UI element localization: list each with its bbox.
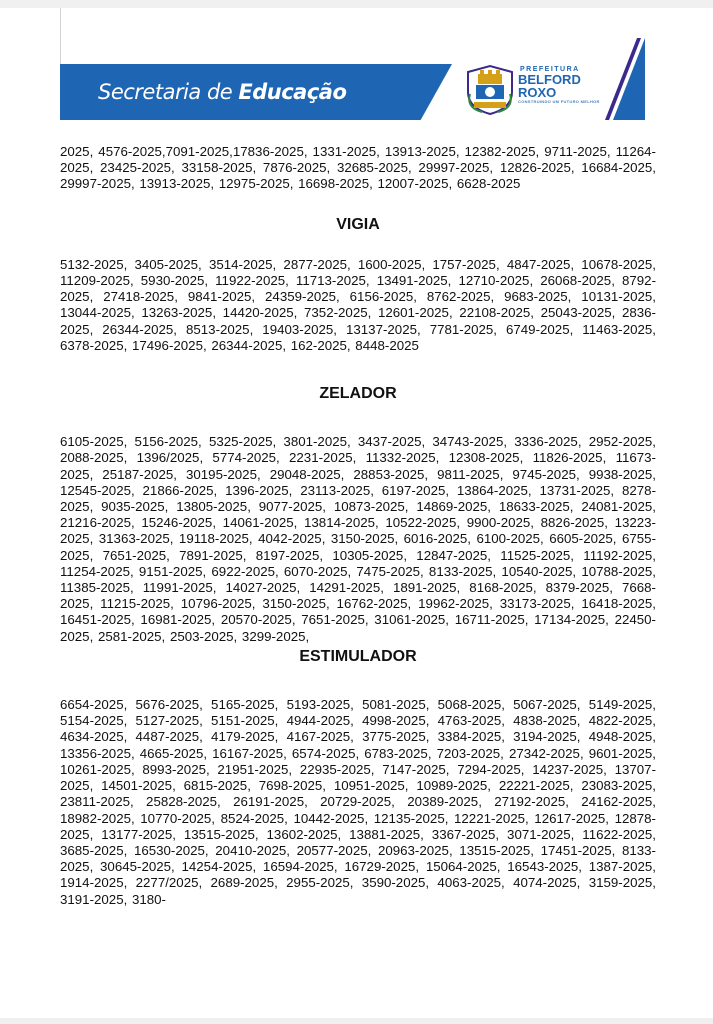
brand-line-3: ROXO (518, 85, 557, 100)
banner-title (98, 80, 346, 104)
zelador-paragraph: 6105-2025, 5156-2025, 5325-2025, 3801-2025, 3437-2025, 34743-2025, 3336-2025, 2952-2025, 2088-2025, 1396/2025, 5774-2025, 2231-2025, 11332-2025, 12308-2025, 11826-2025, 11673-2025, 25187-2025, 30195-2025, 29048-2025, 28853-2025, 9811-2025, 9745-2025, 9938-2025, 12545-2025, 21866-2025, 1396-2025, 23113-2025, 6197-2025, 13864-2025, 13731-2025, 8278-2025, 9035-2025, 13805-2025, 9077-2025, 10873-2025, 14869-2025, 18633-2025, 24081-2025, 21216-2025, 15246-2025, 14061-2025, 13814-2025, 10522-2025, 9900-2025, 8826-2025, 13223-2025, 31363-2025, 19118-2025, 4042-2025, 3150-2025, 6016-2025, 6100-2025, 6605-2025, 6755-2025, 7651-2025, 7891-2025, 8197-2025, 10305-2025, 12847-2025, 11525-2025, 11192-2025, 11254-2025, 9151-2025, 6922-2025, 6070-2025, 7475-2025, 8133-2025, 10540-2025, 10788-2025, 11385-2025, 11991-2025, 14027-2025, 14291-2025, 1891-2025, 8168-2025, 8379-2025, 7668-2025, 11215-2025, 10796-2025, 3150-2025, 16762-2025, 19962-2025, 33173-2025, 16418-2025, 16451-2025, 16981-2025, 20570-2025, 7651-2025, 31061-2025, 16711-2025, 17134-2025, 22450-2025, 2581-2025, 2503-2025, 3299-2025, (60, 434, 656, 644)
brand-line-2: BELFORD (518, 72, 581, 87)
banner-title-bold: Educação (238, 80, 347, 104)
brand-line-1: PREFEITURA (520, 66, 580, 73)
document-body (60, 144, 656, 908)
document-page (0, 8, 713, 1018)
decorative-slash-icon (585, 38, 645, 120)
header-frame-line (60, 8, 61, 64)
intro-paragraph: 2025, 4576-2025,7091-2025,17836-2025, 1331-2025, 13913-2025, 12382-2025, 9711-2025, 11264-2025, 23425-2025, 33158-2025, 7876-2025, 32685-2025, 29997-2025, 12826-2025, 16684-2025, 29997-2025, 13913-2025, 12975-2025, 16698-2025, 12007-2025, 6628-2025 (60, 144, 656, 192)
vigia-paragraph: 5132-2025, 3405-2025, 3514-2025, 2877-2025, 1600-2025, 1757-2025, 4847-2025, 10678-2025, 11209-2025, 5930-2025, 11922-2025, 11713-2025, 13491-2025, 12710-2025, 26068-2025, 8792-2025, 27418-2025, 9841-2025, 24359-2025, 6156-2025, 8762-2025, 9683-2025, 10131-2025, 13044-2025, 13263-2025, 14420-2025, 7352-2025, 12601-2025, 22108-2025, 25043-2025, 2836-2025, 26344-2025, 8513-2025, 19403-2025, 13137-2025, 7781-2025, 6749-2025, 11463-2025, 6378-2025, 17496-2025, 26344-2025, 162-2025, 8448-2025 (60, 256, 656, 353)
section-title-zelador: ZELADOR (319, 385, 397, 403)
section-title-vigia: VIGIA (336, 215, 380, 233)
section-title-estimulador: ESTIMULADOR (299, 647, 417, 665)
banner-title-regular: Secretaria de (98, 80, 239, 104)
city-seal-icon (462, 64, 518, 116)
brand-line-4: CONSTRUINDO UM FUTURO MELHOR (518, 99, 600, 104)
estimulador-paragraph: 6654-2025, 5676-2025, 5165-2025, 5193-2025, 5081-2025, 5068-2025, 5067-2025, 5149-2025, 5154-2025, 5127-2025, 5151-2025, 4944-2025, 4998-2025, 4763-2025, 4838-2025, 4822-2025, 4634-2025, 4487-2025, 4179-2025, 4167-2025, 3775-2025, 3384-2025, 3194-2025, 4948-2025, 13356-2025, 4665-2025, 16167-2025, 6574-2025, 6783-2025, 7203-2025, 27342-2025, 9601-2025, 10261-2025, 8993-2025, 21951-2025, 22935-2025, 7147-2025, 7294-2025, 14237-2025, 13707-2025, 14501-2025, 6815-2025, 7698-2025, 10951-2025, 10989-2025, 22221-2025, 23083-2025, 23811-2025, 25828-2025, 26191-2025, 20729-2025, 20389-2025, 27192-2025, 24162-2025, 18982-2025, 10770-2025, 8524-2025, 10442-2025, 12135-2025, 12221-2025, 12617-2025, 12878-2025, 13177-2025, 13515-2025, 13602-2025, 13881-2025, 3367-2025, 3071-2025, 11622-2025, 3685-2025, 16530-2025, 20410-2025, 20577-2025, 20963-2025, 13515-2025, 17451-2025, 8133-2025, 30645-2025, 14254-2025, 16594-2025, 16729-2025, 15064-2025, 16543-2025, 1387-2025, 1914-2025, 2277/2025, 2689-2025, 2955-2025, 3590-2025, 4063-2025, 4074-2025, 3159-2025, 3191-2025, 3180- (60, 697, 656, 907)
